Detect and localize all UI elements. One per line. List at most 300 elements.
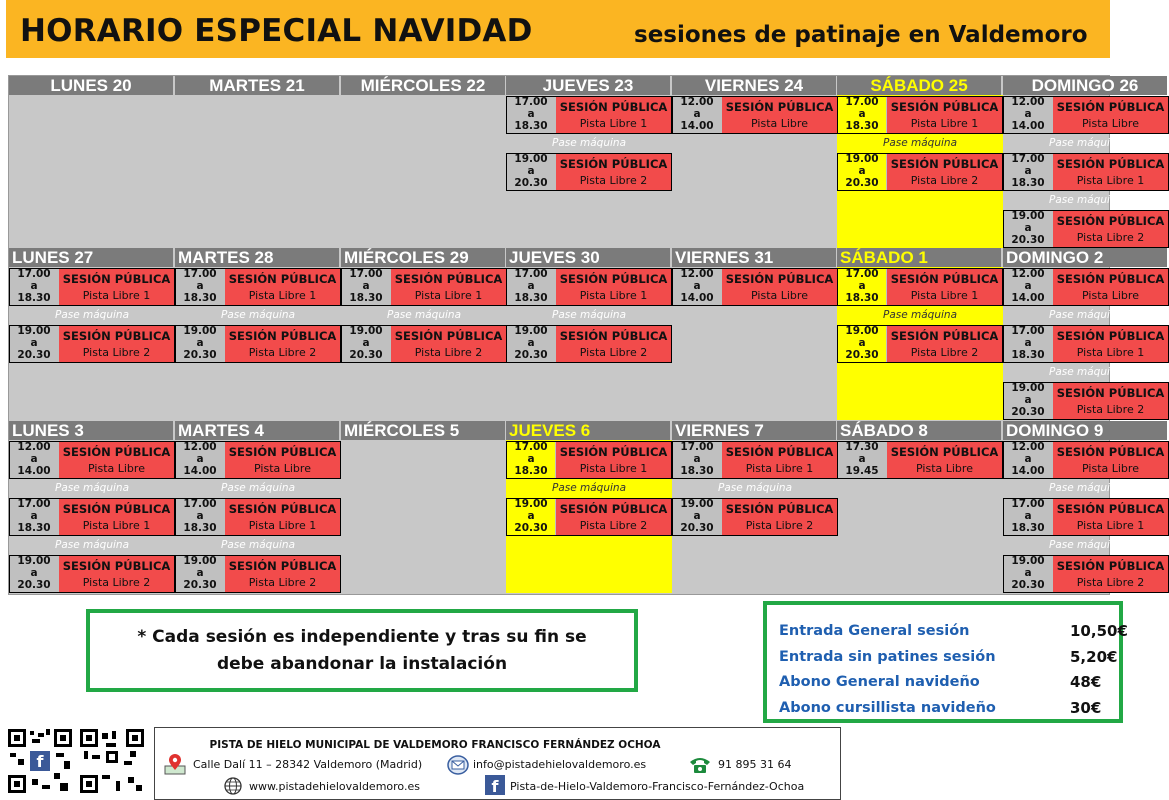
session-time [10, 269, 58, 305]
day-header: LUNES 27 [9, 248, 173, 267]
session-rink: Pista Libre 1 [579, 289, 648, 302]
day-header: VIERNES 31 [672, 248, 836, 267]
session-time-separator: a [527, 280, 535, 292]
session-end: 18.30 [845, 120, 879, 132]
session-end: 20.30 [1011, 579, 1045, 591]
session-rink: Pista Libre 1 [745, 462, 814, 475]
session-title: SESIÓN PÚBLICA [228, 445, 337, 459]
session-time-separator: a [1024, 567, 1032, 579]
session-time [1004, 269, 1052, 305]
session-start: 17.00 [845, 96, 879, 108]
session-end: 20.30 [514, 522, 548, 534]
session-time [10, 442, 58, 478]
schedule-grid [8, 75, 1165, 595]
session-rink: Pista Libre [751, 117, 808, 130]
session-time-separator: a [1024, 510, 1032, 522]
session-time [342, 269, 390, 305]
day-header: DOMINGO 9 [1003, 421, 1167, 440]
session-block[interactable] [837, 96, 1003, 134]
session-end: 14.00 [183, 465, 217, 477]
session-rink: Pista Libre 2 [248, 576, 317, 589]
session-label [225, 556, 340, 592]
session-time-separator: a [1024, 280, 1032, 292]
session-title: SESIÓN PÚBLICA [559, 502, 668, 516]
session-end: 18.30 [1011, 522, 1045, 534]
session-end: 18.30 [349, 292, 383, 304]
session-title: SESIÓN PÚBLICA [890, 329, 999, 343]
session-label [722, 97, 837, 133]
session-time-separator: a [362, 280, 370, 292]
page-subtitle: sesiones de patinaje en Valdemoro [634, 22, 1088, 48]
session-title: SESIÓN PÚBLICA [1056, 214, 1165, 228]
pase-maquina-label: Pase máquina [54, 482, 130, 494]
session-title: SESIÓN PÚBLICA [228, 329, 337, 343]
session-label [391, 326, 506, 362]
session-time [10, 556, 58, 592]
session-rink: Pista Libre 1 [1076, 174, 1145, 187]
session-block[interactable] [506, 153, 672, 191]
session-rink: Pista Libre 2 [82, 346, 151, 359]
session-time-separator: a [30, 337, 38, 349]
session-rink: Pista Libre [1082, 462, 1139, 475]
session-block[interactable] [1003, 153, 1169, 191]
session-rink: Pista Libre 2 [579, 519, 648, 532]
session-time [342, 326, 390, 362]
session-label [556, 154, 671, 190]
session-rink: Pista Libre 1 [82, 519, 151, 532]
session-time-separator: a [858, 280, 866, 292]
session-block[interactable] [837, 268, 1003, 306]
session-end: 18.30 [514, 292, 548, 304]
session-rink: Pista Libre 1 [1076, 346, 1145, 359]
session-block[interactable] [9, 498, 175, 536]
session-start: 12.00 [1011, 441, 1045, 453]
session-start: 17.00 [17, 268, 51, 280]
session-start: 19.00 [680, 498, 714, 510]
day-header: JUEVES 23 [506, 76, 670, 95]
session-rink: Pista Libre 1 [579, 462, 648, 475]
day-header: JUEVES 6 [506, 421, 670, 440]
session-start: 19.00 [514, 498, 548, 510]
session-start: 12.00 [680, 96, 714, 108]
session-rink: Pista Libre 1 [1076, 519, 1145, 532]
session-end: 14.00 [1011, 292, 1045, 304]
session-block[interactable] [9, 555, 175, 593]
pase-maquina-label: Pase máquina [551, 309, 627, 321]
session-block[interactable] [672, 268, 838, 306]
pase-maquina-label: Pase máquina [1048, 194, 1124, 206]
price-value-abono-cursillista: 30€ [1070, 699, 1102, 717]
session-title: SESIÓN PÚBLICA [1056, 502, 1165, 516]
day-header: DOMINGO 2 [1003, 248, 1167, 267]
website-link[interactable]: www.pistadehielovaldemoro.es [249, 780, 420, 793]
session-title: SESIÓN PÚBLICA [1056, 100, 1165, 114]
session-title: SESIÓN PÚBLICA [228, 502, 337, 516]
session-block[interactable] [9, 325, 175, 363]
session-block[interactable] [506, 498, 672, 536]
day-header: SÁBADO 25 [837, 76, 1001, 95]
session-block[interactable] [175, 498, 341, 536]
session-label [556, 442, 671, 478]
session-time-separator: a [1024, 453, 1032, 465]
session-time [176, 442, 224, 478]
session-end: 18.30 [183, 522, 217, 534]
session-time [1004, 97, 1052, 133]
session-time [507, 499, 555, 535]
pase-maquina-label: Pase máquina [506, 480, 672, 496]
session-start: 17.00 [1011, 498, 1045, 510]
pase-maquina-label: Pase máquina [1048, 366, 1124, 378]
session-label [59, 556, 174, 592]
session-end: 20.30 [183, 579, 217, 591]
session-title: SESIÓN PÚBLICA [890, 272, 999, 286]
session-time-separator: a [196, 337, 204, 349]
session-label [1053, 442, 1168, 478]
session-start: 19.00 [183, 325, 217, 337]
session-label [722, 269, 837, 305]
session-start: 19.00 [1011, 555, 1045, 567]
session-rink: Pista Libre 2 [1076, 231, 1145, 244]
session-end: 20.30 [514, 349, 548, 361]
session-block[interactable] [1003, 555, 1169, 593]
session-title: SESIÓN PÚBLICA [725, 272, 834, 286]
session-block[interactable] [672, 441, 838, 479]
session-block[interactable] [837, 325, 1003, 363]
session-time [507, 442, 555, 478]
session-label [887, 97, 1002, 133]
session-label [59, 442, 174, 478]
session-label [225, 499, 340, 535]
session-end: 14.00 [1011, 465, 1045, 477]
session-block[interactable] [506, 268, 672, 306]
session-time-separator: a [1024, 337, 1032, 349]
session-time [1004, 326, 1052, 362]
session-time [507, 326, 555, 362]
session-label [1053, 211, 1168, 247]
pase-maquina-label: Pase máquina [1048, 482, 1124, 494]
session-end: 18.30 [1011, 177, 1045, 189]
session-end: 14.00 [17, 465, 51, 477]
session-time [176, 269, 224, 305]
day-header: LUNES 3 [9, 421, 173, 440]
session-label [59, 326, 174, 362]
session-time [507, 269, 555, 305]
facility-name: PISTA DE HIELO MUNICIPAL DE VALDEMORO FRANCISCO FERNÁNDEZ OCHOA [209, 739, 661, 751]
session-time-separator: a [1024, 108, 1032, 120]
session-start: 17.00 [1011, 153, 1045, 165]
session-start: 17.00 [1011, 325, 1045, 337]
session-time-separator: a [858, 337, 866, 349]
session-block[interactable] [1003, 96, 1169, 134]
day-header: MIÉRCOLES 22 [341, 76, 505, 95]
day-header: DOMINGO 26 [1003, 76, 1167, 95]
pase-maquina-label: Pase máquina [551, 137, 627, 149]
session-time [507, 97, 555, 133]
session-time-separator: a [527, 108, 535, 120]
session-label [556, 269, 671, 305]
session-time [1004, 154, 1052, 190]
session-time [507, 154, 555, 190]
session-title: SESIÓN PÚBLICA [228, 272, 337, 286]
day-header: SÁBADO 1 [837, 248, 1001, 267]
price-label-abono-general: Abono General navideño [779, 674, 980, 690]
session-label [1053, 499, 1168, 535]
session-time [838, 154, 886, 190]
day-header: VIERNES 7 [672, 421, 836, 440]
day-header: MIÉRCOLES 29 [341, 248, 505, 267]
session-rink: Pista Libre 1 [248, 519, 317, 532]
session-time-separator: a [196, 280, 204, 292]
day-header: MARTES 4 [175, 421, 339, 440]
session-rink: Pista Libre 1 [910, 117, 979, 130]
session-title: SESIÓN PÚBLICA [62, 329, 171, 343]
session-label [225, 326, 340, 362]
session-start: 12.00 [1011, 96, 1045, 108]
address-text: Calle Dalí 11 – 28342 Valdemoro (Madrid) [193, 758, 423, 771]
session-block[interactable] [341, 268, 507, 306]
session-rink: Pista Libre 1 [82, 289, 151, 302]
session-rink: Pista Libre 2 [248, 346, 317, 359]
session-time [838, 326, 886, 362]
session-rink: Pista Libre 2 [414, 346, 483, 359]
pase-maquina-label: Pase máquina [220, 482, 296, 494]
session-time [1004, 556, 1052, 592]
session-end: 18.30 [17, 522, 51, 534]
session-time-separator: a [527, 337, 535, 349]
pase-maquina-label: Pase máquina [837, 307, 1003, 323]
session-title: SESIÓN PÚBLICA [62, 272, 171, 286]
session-end: 20.30 [1011, 234, 1045, 246]
price-value-abono-general: 48€ [1070, 673, 1102, 691]
session-time [176, 326, 224, 362]
session-end: 18.30 [183, 292, 217, 304]
session-rink: Pista Libre [751, 289, 808, 302]
session-block[interactable] [175, 555, 341, 593]
qr-code-facebook[interactable] [8, 729, 72, 793]
session-time [673, 499, 721, 535]
session-start: 19.00 [183, 555, 217, 567]
facebook-link[interactable]: Pista-de-Hielo-Valdemoro-Francisco-Fernández-Ochoa [510, 780, 805, 793]
session-time [838, 269, 886, 305]
session-label [887, 154, 1002, 190]
session-rink: Pista Libre [1082, 289, 1139, 302]
session-time [673, 269, 721, 305]
qr-code-web[interactable] [80, 729, 144, 793]
phone-icon [688, 755, 712, 775]
session-end: 20.30 [17, 579, 51, 591]
session-start: 17.00 [183, 498, 217, 510]
session-time-separator: a [693, 280, 701, 292]
session-end: 18.30 [1011, 349, 1045, 361]
email-icon [447, 755, 469, 775]
session-end: 14.00 [680, 292, 714, 304]
session-time-separator: a [30, 453, 38, 465]
session-start: 17.00 [680, 441, 714, 453]
session-time-separator: a [693, 453, 701, 465]
pase-maquina-label: Pase máquina [54, 539, 130, 551]
session-start: 17.00 [845, 268, 879, 280]
session-block[interactable] [837, 441, 1003, 479]
price-value-general: 10,50€ [1070, 622, 1128, 640]
session-title: SESIÓN PÚBLICA [394, 272, 503, 286]
pase-maquina-label: Pase máquina [386, 309, 462, 321]
session-rink: Pista Libre [254, 462, 311, 475]
session-end: 20.30 [680, 522, 714, 534]
session-time-separator: a [362, 337, 370, 349]
session-time [10, 499, 58, 535]
session-rink: Pista Libre 1 [910, 289, 979, 302]
session-title: SESIÓN PÚBLICA [1056, 329, 1165, 343]
session-start: 17.00 [183, 268, 217, 280]
session-block[interactable] [506, 325, 672, 363]
session-block[interactable] [1003, 382, 1169, 420]
day-header: MARTES 28 [175, 248, 339, 267]
email-link[interactable]: info@pistadehielovaldemoro.es [473, 758, 647, 771]
session-rink: Pista Libre 2 [1076, 403, 1145, 416]
session-rink: Pista Libre 2 [910, 346, 979, 359]
pase-maquina-label: Pase máquina [1048, 137, 1124, 149]
session-block[interactable] [341, 325, 507, 363]
session-start: 19.00 [514, 153, 548, 165]
session-end: 19.45 [845, 465, 879, 477]
session-block[interactable] [506, 96, 672, 134]
notice-line-1: * Cada sesión es independiente y tras su fin se [137, 627, 587, 647]
session-title: SESIÓN PÚBLICA [62, 445, 171, 459]
session-start: 19.00 [17, 555, 51, 567]
session-end: 18.30 [680, 465, 714, 477]
session-end: 20.30 [845, 177, 879, 189]
session-start: 17.30 [845, 441, 879, 453]
price-label-abono-cursillista: Abono cursillista navideño [779, 700, 996, 716]
session-end: 18.30 [845, 292, 879, 304]
session-start: 12.00 [17, 441, 51, 453]
session-time-separator: a [527, 165, 535, 177]
notice-box [86, 609, 638, 692]
session-time [1004, 499, 1052, 535]
session-label [391, 269, 506, 305]
session-block[interactable] [9, 268, 175, 306]
contact-box [154, 727, 841, 800]
session-title: SESIÓN PÚBLICA [1056, 445, 1165, 459]
session-title: SESIÓN PÚBLICA [62, 502, 171, 516]
session-label [722, 499, 837, 535]
session-title: SESIÓN PÚBLICA [725, 100, 834, 114]
session-title: SESIÓN PÚBLICA [394, 329, 503, 343]
session-title: SESIÓN PÚBLICA [1056, 386, 1165, 400]
session-time [838, 442, 886, 478]
session-start: 19.00 [845, 325, 879, 337]
session-block[interactable] [9, 441, 175, 479]
session-time-separator: a [858, 453, 866, 465]
notice-line-2: debe abandonar la instalación [216, 654, 508, 674]
facebook-icon: f [30, 751, 50, 771]
session-label [1053, 326, 1168, 362]
session-label [59, 269, 174, 305]
session-time [673, 97, 721, 133]
session-time-separator: a [693, 108, 701, 120]
session-title: SESIÓN PÚBLICA [1056, 559, 1165, 573]
session-start: 19.00 [1011, 210, 1045, 222]
session-start: 17.00 [17, 498, 51, 510]
session-block[interactable] [1003, 268, 1169, 306]
session-title: SESIÓN PÚBLICA [890, 157, 999, 171]
session-label [556, 326, 671, 362]
session-label [1053, 154, 1168, 190]
day-header: VIERNES 24 [672, 76, 836, 95]
session-title: SESIÓN PÚBLICA [1056, 272, 1165, 286]
session-time-separator: a [527, 453, 535, 465]
session-block[interactable] [175, 268, 341, 306]
session-time-separator: a [858, 165, 866, 177]
session-time [1004, 442, 1052, 478]
session-title: SESIÓN PÚBLICA [725, 445, 834, 459]
session-block[interactable] [175, 325, 341, 363]
phone-number[interactable]: 91 895 31 64 [718, 758, 792, 771]
session-time [838, 97, 886, 133]
session-block[interactable] [1003, 441, 1169, 479]
session-start: 17.00 [349, 268, 383, 280]
session-block[interactable] [1003, 498, 1169, 536]
session-title: SESIÓN PÚBLICA [559, 157, 668, 171]
session-title: SESIÓN PÚBLICA [1056, 157, 1165, 171]
session-rink: Pista Libre 2 [579, 346, 648, 359]
session-block[interactable] [672, 498, 838, 536]
session-end: 20.30 [349, 349, 383, 361]
session-start: 17.00 [514, 441, 548, 453]
session-label [887, 326, 1002, 362]
session-end: 14.00 [1011, 120, 1045, 132]
pase-maquina-label: Pase máquina [220, 309, 296, 321]
session-block[interactable] [1003, 210, 1169, 248]
session-time [176, 499, 224, 535]
session-label [887, 442, 1002, 478]
session-label [225, 269, 340, 305]
session-rink: Pista Libre [916, 462, 973, 475]
session-start: 19.00 [17, 325, 51, 337]
session-label [722, 442, 837, 478]
session-time-separator: a [527, 510, 535, 522]
session-block[interactable] [175, 441, 341, 479]
session-block[interactable] [506, 441, 672, 479]
session-title: SESIÓN PÚBLICA [890, 100, 999, 114]
session-end: 14.00 [680, 120, 714, 132]
session-block[interactable] [1003, 325, 1169, 363]
session-start: 17.00 [514, 96, 548, 108]
session-time-separator: a [196, 510, 204, 522]
session-rink: Pista Libre 2 [910, 174, 979, 187]
session-title: SESIÓN PÚBLICA [559, 272, 668, 286]
session-end: 18.30 [514, 120, 548, 132]
session-time-separator: a [30, 567, 38, 579]
session-start: 17.00 [514, 268, 548, 280]
session-block[interactable] [672, 96, 838, 134]
session-label [887, 269, 1002, 305]
session-rink: Pista Libre 1 [414, 289, 483, 302]
session-time-separator: a [1024, 222, 1032, 234]
session-start: 19.00 [845, 153, 879, 165]
globe-icon [223, 776, 243, 796]
session-label [556, 97, 671, 133]
price-label-general: Entrada General sesión [779, 623, 970, 639]
session-title: SESIÓN PÚBLICA [725, 502, 834, 516]
session-end: 20.30 [845, 349, 879, 361]
session-title: SESIÓN PÚBLICA [228, 559, 337, 573]
session-time-separator: a [858, 108, 866, 120]
session-rink: Pista Libre 2 [82, 576, 151, 589]
session-block[interactable] [837, 153, 1003, 191]
session-time [673, 442, 721, 478]
session-time [176, 556, 224, 592]
